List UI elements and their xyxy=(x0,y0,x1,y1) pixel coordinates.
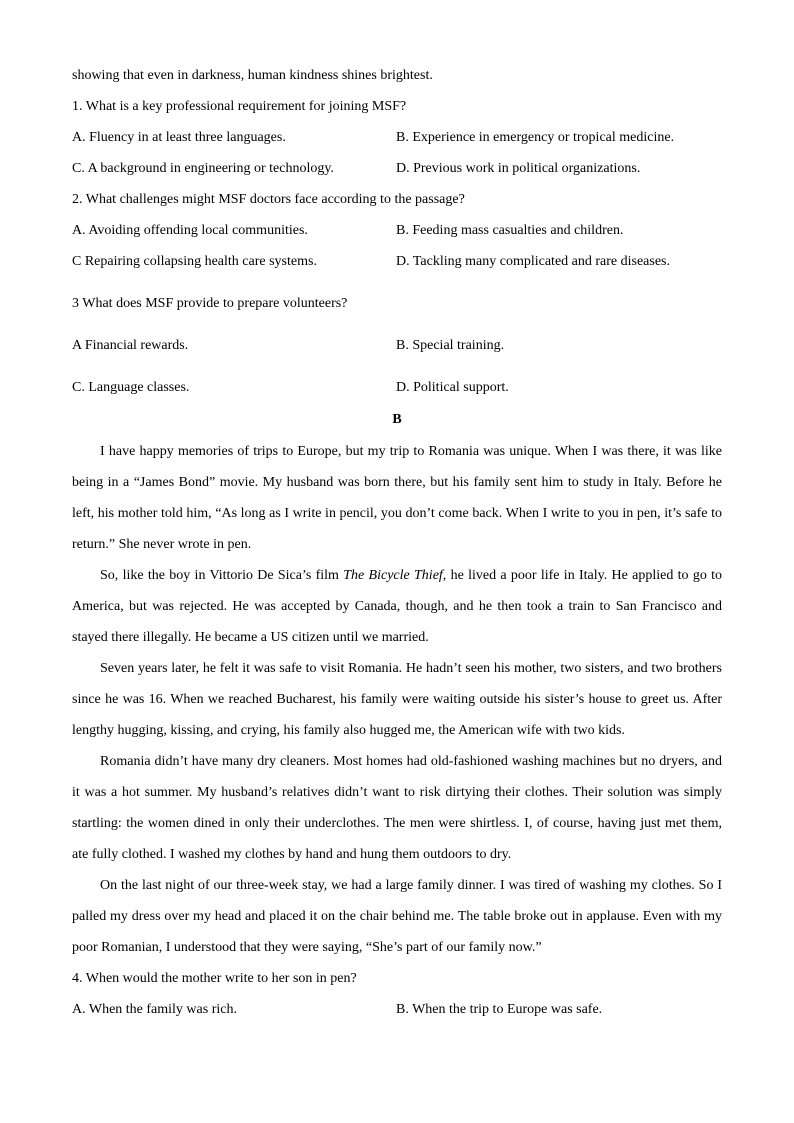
question-3-options-row-2 xyxy=(72,372,722,403)
exam-page xyxy=(72,60,722,1025)
question-4-options-row-1 xyxy=(72,994,722,1025)
question-3-stem-row xyxy=(72,288,722,330)
question-4-option-b: B. When the trip to Europe was safe. xyxy=(396,1002,603,1017)
question-1-stem: 1. What is a key professional requirement for joining MSF? xyxy=(72,99,407,114)
passage-b-paragraph-2 xyxy=(72,560,722,653)
film-title: The Bicycle Thief, xyxy=(343,568,447,583)
question-1-option-a: A. Fluency in at least three languages. xyxy=(72,130,286,145)
question-3-stem: 3 What does MSF provide to prepare volunteers? xyxy=(72,296,348,311)
question-2-option-c: C Repairing collapsing health care systems. xyxy=(72,254,317,269)
section-b-title: B xyxy=(392,412,402,427)
passage-b-paragraph-3: Seven years later, he felt it was safe to visit Romania. He hadn’t seen his mother, two sisters, and two brothers since he was 16. When we reached Bucharest, his family were waiting outside his sister’s house to greet us. After lengthy hugging, kissing, and crying, his family also hugged me, the American wife with two kids. xyxy=(72,661,722,738)
question-3-options-row-1 xyxy=(72,330,722,372)
question-2-stem: 2. What challenges might MSF doctors face according to the passage? xyxy=(72,192,465,207)
passage-b-paragraph-4: Romania didn’t have many dry cleaners. Most homes had old-fashioned washing machines but no dryers, and it was a hot summer. My husband’s relatives didn’t want to risk dirtying their clothes. Their solution was simply startling: the women dined in only their underclothes. The men were shirtless. I, of course, having just met them, ate fully clothed. I washed my clothes by hand and hung them outdoors to dry. xyxy=(72,754,722,862)
question-3-option-d: D. Political support. xyxy=(396,380,509,395)
passage-b-paragraph-5: On the last night of our three-week stay, we had a large family dinner. I was tired of washing my clothes. So I palled my dress over my head and placed it on the chair behind me. The table broke out in applause. Even with my poor Romanian, I understood that they were saying, “She’s part of our family now.” xyxy=(72,878,722,955)
question-1-option-d: D. Previous work in political organizations. xyxy=(396,161,641,176)
question-3-option-c: C. Language classes. xyxy=(72,380,190,395)
question-2-option-d: D. Tackling many complicated and rare diseases. xyxy=(396,254,670,269)
passage-b-paragraph-1: I have happy memories of trips to Europe, but my trip to Romania was unique. When I was there, it was like being in a “James Bond” movie. My husband was born there, but his family sent him to study in Italy. Before he left, his mother told him, “As long as I write in pencil, you don’t come back. When I write to you in pen, it’s safe to return.” She never wrote in pen. xyxy=(72,444,722,552)
intro-tail-text: showing that even in darkness, human kindness shines brightest. xyxy=(72,68,433,83)
question-1-option-c: C. A background in engineering or technology. xyxy=(72,161,334,176)
question-2-options-row-2 xyxy=(72,246,722,288)
question-3-option-b: B. Special training. xyxy=(396,338,505,353)
question-2-option-b: B. Feeding mass casualties and children. xyxy=(396,223,624,238)
question-2-option-a: A. Avoiding offending local communities. xyxy=(72,223,308,238)
question-3-option-a: A Financial rewards. xyxy=(72,338,189,353)
question-4-option-a: A. When the family was rich. xyxy=(72,1002,237,1017)
question-1-option-b: B. Experience in emergency or tropical medicine. xyxy=(396,130,675,145)
question-1-options-row-1 xyxy=(72,122,722,153)
question-1-options-row-2 xyxy=(72,153,722,184)
paragraph-2-before-title: So, like the boy in Vittorio De Sica’s film xyxy=(100,568,344,583)
question-4-stem: 4. When would the mother write to her son in pen? xyxy=(72,971,357,986)
paragraph-2-after-title: he lived a poor life in Italy. He applied to go to America, but was rejected. He was accepted by Canada, though, and he then took a train to San Francisco and stayed there illegally. He became a US citizen until we married. xyxy=(72,568,723,645)
question-2-options-row-1 xyxy=(72,215,722,246)
